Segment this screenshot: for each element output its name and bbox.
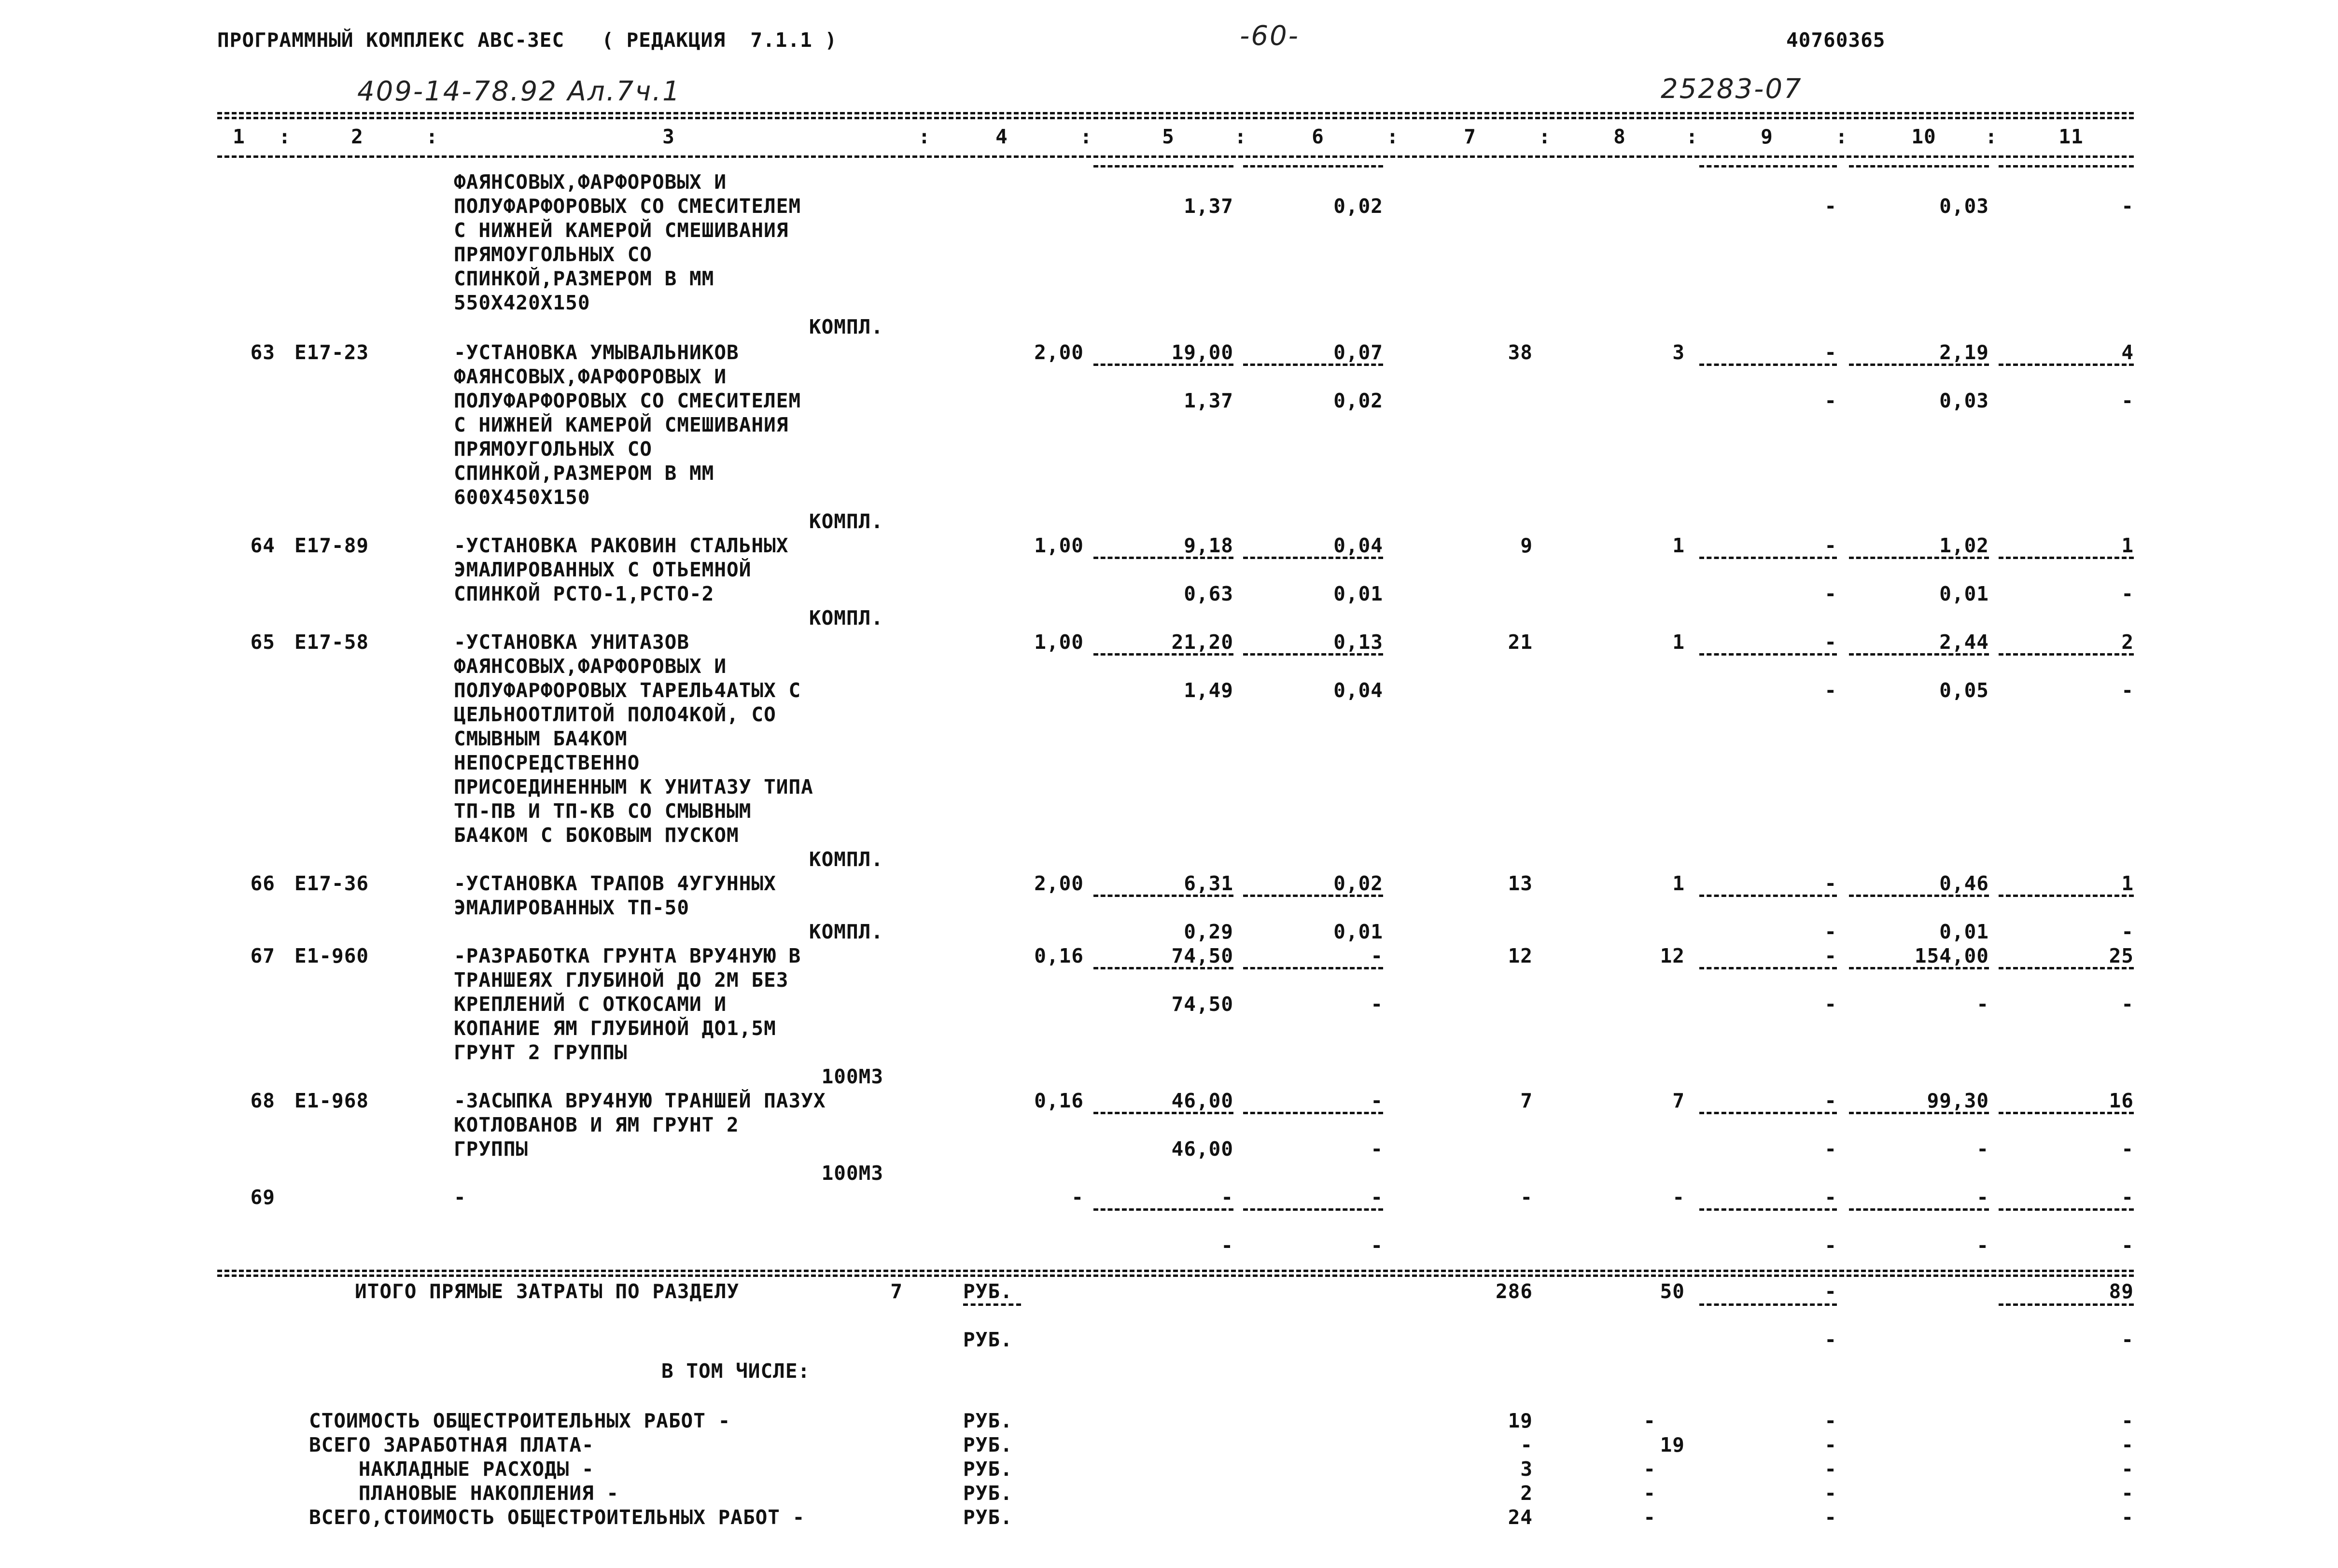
column-separator: : (918, 125, 931, 148)
row-description-line: -УСТАНОВКА УМЫВАЛЬНИКОВ (454, 341, 739, 364)
subtotal-divider (1849, 364, 1989, 366)
row-value-c9: - (1824, 872, 1837, 895)
column-separator: : (1686, 125, 1698, 148)
summary-value-c9: - (1824, 1433, 1837, 1456)
row-subvalue-c5: 46,00 (1171, 1137, 1233, 1161)
subtotal-divider (1243, 557, 1383, 559)
row-code: Е1-960 (294, 944, 369, 967)
page-number: -60- (1240, 20, 1300, 52)
totals-subvalue-c9: - (1824, 1328, 1837, 1351)
summary-value-c9: - (1824, 1409, 1837, 1432)
row-description-line: СМЫВНЫМ БА4КОМ (454, 727, 628, 750)
row-value-c5: 6,31 (1184, 872, 1233, 895)
subtotal-divider (1849, 653, 1989, 656)
row-value-c9: - (1824, 1186, 1837, 1209)
row-unit: КОМПЛ. (809, 606, 883, 630)
subtotal-divider (1999, 165, 2134, 168)
including-label: В ТОМ ЧИСЛЕ: (661, 1359, 811, 1383)
column-header-11: 11 (2058, 125, 2084, 148)
subtotal-divider (1243, 165, 1383, 168)
header-bottom-rule (217, 155, 2134, 158)
row-value-c9: - (1824, 1089, 1837, 1112)
row-subvalue-c11: - (2121, 920, 2134, 943)
column-header-10: 10 (1911, 125, 1936, 148)
totals-top-rule-2 (217, 1274, 2134, 1277)
summary-unit: РУБ. (963, 1409, 1013, 1432)
subtotal-divider (1999, 1112, 2134, 1114)
row-value-c7: - (1520, 1186, 1533, 1209)
subtotal-divider (1093, 967, 1233, 969)
row-value-c8: 1 (1672, 534, 1685, 557)
row-subvalue-c11: - (2121, 993, 2134, 1016)
row-value-c7: 12 (1508, 944, 1533, 967)
totals-divider (963, 1303, 1021, 1306)
row-code: Е17-23 (294, 341, 369, 364)
summary-value-c11: - (2121, 1506, 2134, 1529)
totals-value-c8: 50 (1660, 1280, 1685, 1303)
row-quantity: - (1071, 1186, 1084, 1209)
summary-value-c9: - (1824, 1482, 1837, 1505)
row-value-c7: 38 (1508, 341, 1533, 364)
row-subvalue-c10: 0,01 (1939, 582, 1989, 605)
row-subvalue-c9: - (1824, 679, 1837, 702)
summary-unit: РУБ. (963, 1457, 1013, 1481)
subtotal-divider (1243, 364, 1383, 366)
subtotal-divider (1999, 653, 2134, 656)
row-value-c6: 0,02 (1333, 872, 1383, 895)
row-subvalue-c9: - (1824, 1137, 1837, 1161)
column-header-3: 3 (662, 125, 675, 148)
subtotal-divider (1093, 364, 1233, 366)
row-subvalue-c9: - (1824, 389, 1837, 412)
column-header-5: 5 (1162, 125, 1175, 148)
row-unit: 100М3 (821, 1065, 883, 1088)
row-value-c6: 0,04 (1333, 534, 1383, 557)
row-description-line: БА4КОМ С БОКОВЫМ ПУСКОМ (454, 824, 739, 847)
row-subvalue-c5: 0,63 (1184, 582, 1233, 605)
summary-value-c8: - (1643, 1482, 1656, 1505)
row-value-c8: 1 (1672, 872, 1685, 895)
row-subvalue-c6: - (1371, 993, 1383, 1016)
row-code: Е17-58 (294, 630, 369, 654)
row-subvalue-c11: - (2121, 389, 2134, 412)
summary-value-c11: - (2121, 1433, 2134, 1456)
row-value-c9: - (1824, 534, 1837, 557)
row-unit: 100М3 (821, 1162, 883, 1185)
row-number: 64 (250, 534, 275, 557)
row-description-line: -УСТАНОВКА УНИТАЗОВ (454, 630, 689, 654)
row-subvalue-c5: 74,50 (1171, 993, 1233, 1016)
row-subvalue-c5: 0,29 (1184, 920, 1233, 943)
row-subvalue-c6: - (1371, 1137, 1383, 1161)
row-description-line: 550Х420Х150 (454, 291, 590, 314)
row-subvalue-c10: 0,03 (1939, 389, 1989, 412)
row-value-c5: 19,00 (1171, 341, 1233, 364)
totals-subvalue-c11: - (2121, 1328, 2134, 1351)
column-separator: : (1835, 125, 1848, 148)
row-value-c8: 1 (1672, 630, 1685, 654)
summary-value-c8: - (1643, 1457, 1656, 1481)
summary-value-c9: - (1824, 1457, 1837, 1481)
row-subvalue-c6: 0,02 (1333, 195, 1383, 218)
summary-label: НАКЛАДНЫЕ РАСХОДЫ - (309, 1457, 594, 1481)
row-unit: КОМПЛ. (809, 315, 883, 338)
summary-value-c9: - (1824, 1506, 1837, 1529)
row-value-c11: 4 (2121, 341, 2134, 364)
row-value-c8: 7 (1672, 1089, 1685, 1112)
row-description-line: ЦЕЛЬНООТЛИТОЙ ПОЛО4КОЙ, СО (454, 703, 776, 726)
row-description-line: СПИНКОЙ РСТО-1,РСТО-2 (454, 582, 714, 605)
subtotal-divider (1699, 364, 1837, 366)
totals-label: ИТОГО ПРЯМЫЕ ЗАТРАТЫ ПО РАЗДЕЛУ (355, 1280, 740, 1303)
subtotal-divider (1849, 165, 1989, 168)
column-header-8: 8 (1613, 125, 1626, 148)
column-separator: : (279, 125, 291, 148)
row-subvalue-c9: - (1824, 582, 1837, 605)
row-value-c11: 2 (2121, 630, 2134, 654)
subtotal-divider (1093, 653, 1233, 656)
row-subvalue-c10: - (1976, 1137, 1989, 1161)
row-quantity: 2,00 (1034, 341, 1084, 364)
row-unit: КОМПЛ. (809, 510, 883, 533)
totals-value-c11: 89 (2109, 1280, 2134, 1303)
subtotal-divider (1699, 165, 1837, 168)
row-description-line: -РАЗРАБОТКА ГРУНТА ВРУ4НУЮ В (454, 944, 801, 967)
summary-value-c11: - (2121, 1409, 2134, 1432)
subtotal-divider (1849, 1112, 1989, 1114)
row-description-line: С НИЖНЕЙ КАМЕРОЙ СМЕШИВАНИЯ (454, 219, 789, 242)
row-subvalue-c10: 0,01 (1939, 920, 1989, 943)
summary-value-c7: 3 (1520, 1457, 1533, 1481)
row-description-line: КОТЛОВАНОВ И ЯМ ГРУНТ 2 (454, 1113, 739, 1136)
row-subvalue-c10: 0,05 (1939, 679, 1989, 702)
row-description-line: ТП-ПВ И ТП-КВ СО СМЫВНЫМ (454, 799, 752, 823)
row-description-line: ЭМАЛИРОВАННЫХ ТП-50 (454, 896, 689, 919)
row-value-c5: - (1221, 1186, 1233, 1209)
column-separator: : (1539, 125, 1551, 148)
row-description-line: ПРИСОЕДИНЕННЫМ К УНИТАЗУ ТИПА (454, 775, 813, 798)
summary-unit: РУБ. (963, 1482, 1013, 1505)
row-description-line: ФАЯНСОВЫХ,ФАРФОРОВЫХ И (454, 170, 727, 194)
summary-label: ПЛАНОВЫЕ НАКОПЛЕНИЯ - (309, 1482, 619, 1505)
row-subvalue-c9: - (1824, 993, 1837, 1016)
header-top-rule-2 (217, 117, 2134, 119)
row-subvalue-c9: - (1824, 195, 1837, 218)
row-code: Е17-89 (294, 534, 369, 557)
row-value-c11: 16 (2109, 1089, 2134, 1112)
row-number: 63 (250, 341, 275, 364)
column-header-1: 1 (233, 125, 245, 148)
subtotal-divider (1243, 653, 1383, 656)
row-value-c11: - (2121, 1186, 2134, 1209)
subtotal-divider (1999, 557, 2134, 559)
row-description-line: ПРЯМОУГОЛЬНЫХ СО (454, 437, 652, 461)
row-subvalue-c11: - (2121, 195, 2134, 218)
row-subvalue-c10: 0,03 (1939, 195, 1989, 218)
row-quantity: 2,00 (1034, 872, 1084, 895)
row-number: 69 (250, 1186, 275, 1209)
row-unit: КОМПЛ. (809, 920, 883, 943)
subtotal-divider (1243, 895, 1383, 897)
subtotal-divider (1093, 1208, 1233, 1211)
row-subvalue-c11: - (2121, 1137, 2134, 1161)
row-description-line: -ЗАСЫПКА ВРУ4НУЮ ТРАНШЕЙ ПАЗУХ (454, 1089, 826, 1112)
row-description-line: КРЕПЛЕНИЙ С ОТКОСАМИ И (454, 993, 727, 1016)
row-subvalue-c11: - (2121, 1234, 2134, 1257)
row-description-line: ПОЛУФАРФОРОВЫХ ТАРЕЛЬ4АТЫХ С (454, 679, 801, 702)
row-value-c5: 46,00 (1171, 1089, 1233, 1112)
row-subvalue-c6: 0,01 (1333, 582, 1383, 605)
subtotal-divider (1849, 895, 1989, 897)
row-value-c11: 1 (2121, 534, 2134, 557)
row-description-line: КОПАНИЕ ЯМ ГЛУБИНОЙ ДО1,5М (454, 1017, 776, 1040)
row-value-c9: - (1824, 944, 1837, 967)
row-description-line: - (454, 1186, 466, 1209)
row-value-c7: 9 (1520, 534, 1533, 557)
row-description-line: ГРУНТ 2 ГРУППЫ (454, 1041, 628, 1064)
row-quantity: 1,00 (1034, 534, 1084, 557)
handwritten-estimate-number: 25283-07 (1661, 73, 1803, 105)
summary-value-c7: 2 (1520, 1482, 1533, 1505)
summary-value-c7: - (1520, 1433, 1533, 1456)
row-unit: КОМПЛ. (809, 848, 883, 871)
totals-value-c9: - (1824, 1280, 1837, 1303)
row-subvalue-c6: 0,02 (1333, 389, 1383, 412)
column-separator: : (1234, 125, 1247, 148)
row-value-c10: 154,00 (1914, 944, 1989, 967)
subtotal-divider (1093, 895, 1233, 897)
row-value-c6: - (1371, 1186, 1383, 1209)
row-value-c10: 2,44 (1939, 630, 1989, 654)
row-value-c6: - (1371, 1089, 1383, 1112)
column-header-4: 4 (995, 125, 1008, 148)
row-number: 67 (250, 944, 275, 967)
row-value-c5: 21,20 (1171, 630, 1233, 654)
row-quantity: 1,00 (1034, 630, 1084, 654)
summary-label: ВСЕГО,СТОИМОСТЬ ОБЩЕСТРОИТЕЛЬНЫХ РАБОТ - (309, 1506, 805, 1529)
row-subvalue-c11: - (2121, 582, 2134, 605)
totals-unit-2: РУБ. (963, 1328, 1013, 1351)
summary-value-c7: 24 (1508, 1506, 1533, 1529)
row-description-line: -УСТАНОВКА ТРАПОВ 4УГУННЫХ (454, 872, 776, 895)
subtotal-divider (1999, 895, 2134, 897)
totals-section-number: 7 (890, 1280, 903, 1303)
row-subvalue-c5: 1,37 (1184, 389, 1233, 412)
subtotal-divider (1699, 895, 1837, 897)
summary-value-c11: - (2121, 1482, 2134, 1505)
row-subvalue-c5: 1,37 (1184, 195, 1233, 218)
summary-value-c8: - (1643, 1409, 1656, 1432)
row-description-line: 600Х450Х150 (454, 486, 590, 509)
totals-top-rule (217, 1270, 2134, 1272)
row-subvalue-c6: 0,01 (1333, 920, 1383, 943)
handwritten-project-number: 409-14-78.92 Ал.7ч.1 (357, 76, 681, 107)
row-value-c8: - (1672, 1186, 1685, 1209)
summary-value-c8: 19 (1660, 1433, 1685, 1456)
subtotal-divider (1699, 1208, 1837, 1211)
row-subvalue-c10: - (1976, 1234, 1989, 1257)
totals-divider (1999, 1303, 2134, 1306)
column-header-7: 7 (1464, 125, 1476, 148)
row-value-c6: 0,13 (1333, 630, 1383, 654)
header-top-rule (217, 112, 2134, 114)
row-description-line: ФАЯНСОВЫХ,ФАРФОРОВЫХ И (454, 365, 727, 388)
row-description-line: С НИЖНЕЙ КАМЕРОЙ СМЕШИВАНИЯ (454, 413, 789, 436)
row-value-c10: 99,30 (1927, 1089, 1989, 1112)
subtotal-divider (1093, 557, 1233, 559)
row-value-c7: 7 (1520, 1089, 1533, 1112)
program-title: ПРОГРАММНЫЙ КОМПЛЕКС АВС-3ЕС ( РЕДАКЦИЯ 7.1.1 ) (217, 28, 838, 52)
subtotal-divider (1849, 557, 1989, 559)
row-value-c6: - (1371, 944, 1383, 967)
row-description-line: ПОЛУФАРФОРОВЫХ СО СМЕСИТЕЛЕМ (454, 195, 801, 218)
row-value-c10: 1,02 (1939, 534, 1989, 557)
totals-unit: РУБ. (963, 1280, 1013, 1303)
row-subvalue-c6: - (1371, 1234, 1383, 1257)
column-separator: : (1985, 125, 1998, 148)
row-description-line: ПОЛУФАРФОРОВЫХ СО СМЕСИТЕЛЕМ (454, 389, 801, 412)
summary-label: ВСЕГО ЗАРАБОТНАЯ ПЛАТА- (309, 1433, 594, 1456)
document-code: 40760365 (1786, 28, 1886, 52)
row-description-line: НЕПОСРЕДСТВЕННО (454, 751, 640, 774)
column-header-6: 6 (1312, 125, 1324, 148)
subtotal-divider (1849, 1208, 1989, 1211)
subtotal-divider (1999, 1208, 2134, 1211)
summary-value-c8: - (1643, 1506, 1656, 1529)
row-code: Е1-968 (294, 1089, 369, 1112)
row-value-c6: 0,07 (1333, 341, 1383, 364)
row-subvalue-c9: - (1824, 920, 1837, 943)
row-value-c5: 74,50 (1171, 944, 1233, 967)
subtotal-divider (1699, 557, 1837, 559)
row-description-line: СПИНКОЙ,РАЗМЕРОМ В ММ (454, 267, 714, 290)
column-separator: : (426, 125, 438, 148)
row-description-line: ТРАНШЕЯХ ГЛУБИНОЙ ДО 2М БЕЗ (454, 968, 789, 992)
row-subvalue-c6: 0,04 (1333, 679, 1383, 702)
row-value-c10: 0,46 (1939, 872, 1989, 895)
row-value-c9: - (1824, 630, 1837, 654)
summary-value-c11: - (2121, 1457, 2134, 1481)
totals-value-c7: 286 (1495, 1280, 1533, 1303)
row-value-c11: 25 (2109, 944, 2134, 967)
row-number: 68 (250, 1089, 275, 1112)
row-subvalue-c11: - (2121, 679, 2134, 702)
row-description-line: ГРУППЫ (454, 1137, 529, 1161)
summary-unit: РУБ. (963, 1506, 1013, 1529)
totals-divider (1699, 1303, 1837, 1306)
summary-value-c7: 19 (1508, 1409, 1533, 1432)
row-value-c8: 3 (1672, 341, 1685, 364)
row-number: 66 (250, 872, 275, 895)
column-separator: : (1080, 125, 1092, 148)
row-quantity: 0,16 (1034, 944, 1084, 967)
row-value-c9: - (1824, 341, 1837, 364)
row-value-c7: 21 (1508, 630, 1533, 654)
row-number: 65 (250, 630, 275, 654)
subtotal-divider (1243, 967, 1383, 969)
row-code: Е17-36 (294, 872, 369, 895)
row-description-line: ПРЯМОУГОЛЬНЫХ СО (454, 243, 652, 266)
subtotal-divider (1243, 1112, 1383, 1114)
row-value-c7: 13 (1508, 872, 1533, 895)
row-description-line: ФАЯНСОВЫХ,ФАРФОРОВЫХ И (454, 655, 727, 678)
column-header-9: 9 (1761, 125, 1773, 148)
row-value-c11: 1 (2121, 872, 2134, 895)
row-value-c10: 2,19 (1939, 341, 1989, 364)
subtotal-divider (1093, 1112, 1233, 1114)
row-quantity: 0,16 (1034, 1089, 1084, 1112)
row-subvalue-c10: - (1976, 993, 1989, 1016)
row-value-c10: - (1976, 1186, 1989, 1209)
row-subvalue-c9: - (1824, 1234, 1837, 1257)
column-header-2: 2 (351, 125, 364, 148)
column-separator: : (1386, 125, 1399, 148)
row-subvalue-c5: - (1221, 1234, 1233, 1257)
subtotal-divider (1699, 653, 1837, 656)
row-value-c8: 12 (1660, 944, 1685, 967)
summary-unit: РУБ. (963, 1433, 1013, 1456)
subtotal-divider (1849, 967, 1989, 969)
row-description-line: -УСТАНОВКА РАКОВИН СТАЛЬНЫХ (454, 534, 789, 557)
row-subvalue-c5: 1,49 (1184, 679, 1233, 702)
subtotal-divider (1699, 967, 1837, 969)
subtotal-divider (1243, 1208, 1383, 1211)
row-value-c5: 9,18 (1184, 534, 1233, 557)
subtotal-divider (1093, 165, 1233, 168)
subtotal-divider (1699, 1112, 1837, 1114)
summary-label: СТОИМОСТЬ ОБЩЕСТРОИТЕЛЬНЫХ РАБОТ - (309, 1409, 731, 1432)
row-description-line: ЭМАЛИРОВАННЫХ С ОТЬЕМНОЙ (454, 558, 752, 581)
row-description-line: СПИНКОЙ,РАЗМЕРОМ В ММ (454, 462, 714, 485)
subtotal-divider (1999, 967, 2134, 969)
subtotal-divider (1999, 364, 2134, 366)
